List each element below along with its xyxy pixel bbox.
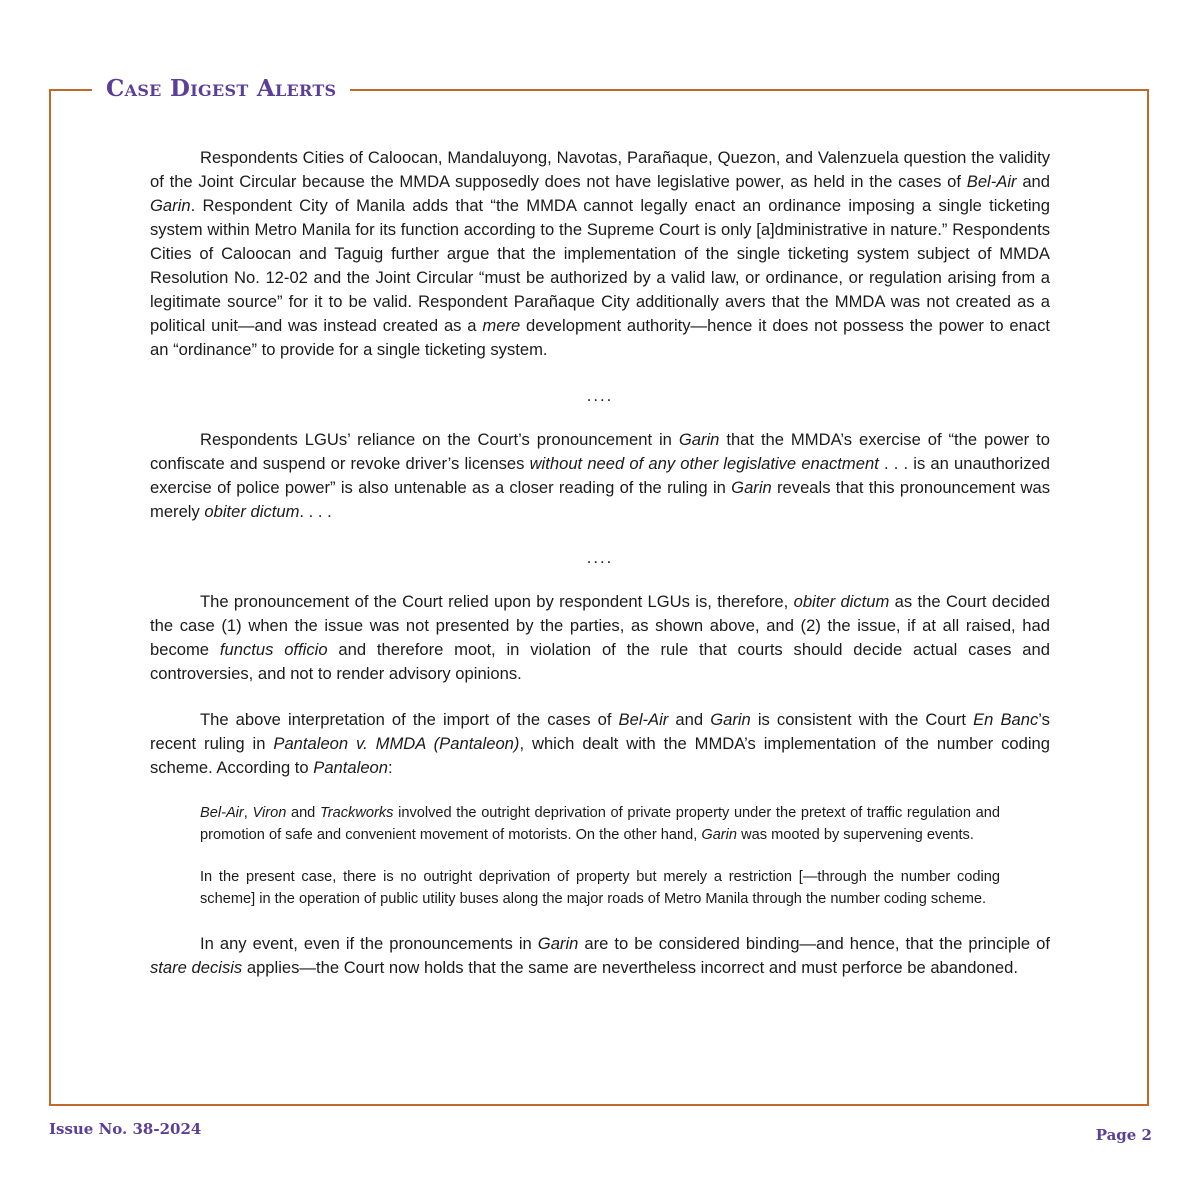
ellipsis-separator: .... — [586, 386, 614, 405]
issue-number: Issue No. 38-2024 — [49, 1120, 202, 1138]
paragraph-4: The above interpretation of the import of the cases of Bel-Air and Garin is consistent with the Court En Banc’s recent ruling in Pantaleon v. MMDA (Pantaleon), which dealt with the MMDA’s implementation of the number coding scheme. According to Pantaleon: — [150, 710, 1050, 777]
block-quote-1: Bel-Air, Viron and Trackworks involved the outright deprivation of private property under the pretext of traffic regulation and promotion of safe and convenient movement of motorists. On the other hand, Garin was mooted by supervening events. — [200, 805, 1001, 843]
ellipsis-separator: .... — [586, 548, 614, 567]
paragraph-1: Respondents Cities of Caloocan, Mandaluyong, Navotas, Parañaque, Quezon, and Valenzuela question the validity of the Joint Circular because the MMDA supposedly does not have legislative power, as held in the cases of Bel-Air and Garin. Respondent City of Manila adds that “the MMDA cannot legally enact an ordinance imposing a single ticketing system within Metro Manila for its function according to the Supreme Court is only [a]dministrative in nature.” Respondents Cities of Caloocan and Taguig further argue that the implementation of the single ticketing system subject of MMDA Resolution No. 12-02 and the Joint Circular “must be authorized by a valid law, or ordinance, or regulation arising from a legitimate source” for it to be valid. Respondent Parañaque City additionally avers that the MMDA was not created as a political unit—and was instead created as a mere development authority—hence it does not possess the power to enact an “ordinance” to provide for a single ticketing system. — [150, 148, 1050, 359]
section-title: Case Digest Alerts — [92, 74, 350, 104]
page-number: Page 2 — [1095, 1126, 1152, 1144]
block-quote-2: In the present case, there is no outright deprivation of property but merely a restriction [—through the number coding scheme] in the operation of public utility buses along the major roads of Metro Manila through the number coding scheme. — [200, 869, 1000, 907]
article-body — [150, 146, 1050, 980]
paragraph-2: Respondents LGUs’ reliance on the Court’s pronouncement in Garin that the MMDA’s exercise of “the power to confiscate and suspend or revoke driver’s licenses without need of any other legislative enactment . . . is an unauthorized exercise of police power” is also untenable as a closer reading of the ruling in Garin reveals that this pronouncement was merely obiter dictum. . . . — [150, 430, 1051, 521]
paragraph-5: In any event, even if the pronouncements in Garin are to be considered binding—and hence, that the principle of stare decisis applies—the Court now holds that the same are nevertheless incorrect and must perforce be abandoned. — [150, 934, 1050, 977]
paragraph-3: The pronouncement of the Court relied upon by respondent LGUs is, therefore, obiter dictum as the Court decided the case (1) when the issue was not presented by the parties, as shown above, and (2) the issue, if at all raised, had become functus officio and therefore moot, in violation of the rule that courts should decide actual cases and controversies, and not to render advisory opinions. — [150, 592, 1050, 683]
